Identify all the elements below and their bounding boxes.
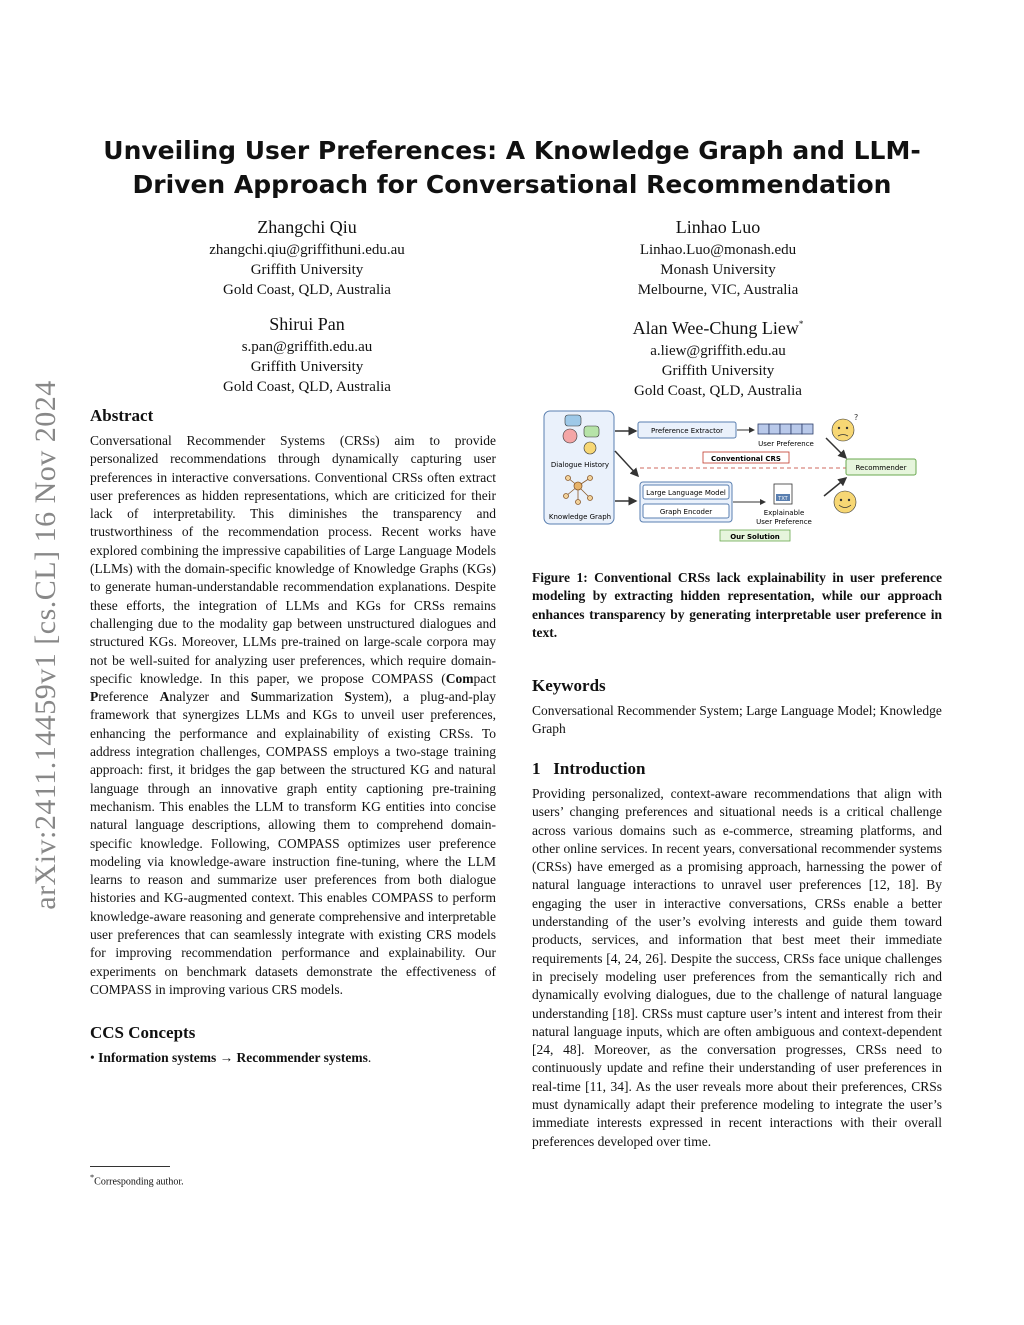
explainable-label: Explainable <box>763 509 805 517</box>
graph-encoder-label: Graph Encoder <box>659 508 713 516</box>
author-block-1 <box>147 214 467 300</box>
recommender-label: Recommender <box>855 464 907 472</box>
keywords-text: Conversational Recommender System; Large Language Model; Knowledge Graph <box>532 703 942 737</box>
corresponding-mark: * <box>798 319 804 329</box>
happy-face-icon <box>834 491 856 513</box>
author-block-4 <box>558 311 878 401</box>
author-block-3 <box>147 311 467 397</box>
user-preference-label: User Preference <box>758 440 814 448</box>
ccs-concepts: • Information systems → Recommender systems. <box>90 1050 372 1066</box>
llm-label: Large Language Model <box>646 489 726 497</box>
author-block-2 <box>558 214 878 300</box>
author-location: Gold Coast, QLD, Australia <box>223 379 391 395</box>
keywords-section <box>532 676 942 739</box>
figure-1-diagram <box>540 406 930 546</box>
author-email: zhangchi.qiu@griffithuni.edu.au <box>209 242 405 258</box>
introduction-text: Providing personalized, context-aware recommendations that align with users’ changing preferences and situational needs is a critical challenge across various domains such as e-commerce, streaming platforms, and other online services. In recent years, conversational recommender systems (CRSs) have emerged as a promising approach, harnessing the power of natural language interactions to unravel user preferences [12, 18]. By engaging the user in interactive conversations, CRSs enable a better understanding of the user’s evolving interests and guide them toward products, services, and information that best meet their immediate requirements [4, 24, 26]. Despite the success, CRSs face unique challenges in precisely modeling user preferences from the semantically rich and dynamically evolving dialogues, due to the challenge of natural language understanding [18]. CRSs must capture user’s intent and interest from their natural language inputs, which are often ambiguous and context-dependent [24, 48]. Moreover, as the conversation progresses, CRSs need to continuously update and refine their understanding of user preferences in real-time [11, 34]. As the user reveals more about their preferences, CRSs must dynamically adapt their preference modeling to integrate the user’s immediate interests expressed in recent interactions with their overall preferences developed over time. <box>532 786 942 1149</box>
paper-title: Unveiling User Preferences: A Knowledge Graph and LLM-Driven Approach for Conversational Recommendation <box>103 136 921 199</box>
preference-extractor-label: Preference Extractor <box>651 427 723 435</box>
author-affiliation: Griffith University <box>250 359 364 375</box>
svg-text:?: ? <box>854 413 859 422</box>
author-name: Zhangchi Qiu <box>257 217 357 237</box>
author-email: s.pan@griffith.edu.au <box>241 339 373 355</box>
confused-face-icon <box>832 413 858 441</box>
author-affiliation: Griffith University <box>661 363 775 379</box>
arxiv-sidebar <box>28 350 64 940</box>
our-solution-label: Our Solution <box>730 533 780 541</box>
knowledge-graph-label: Knowledge Graph <box>548 513 612 521</box>
text-document-icon <box>774 484 792 504</box>
footnote-rule <box>90 1166 170 1167</box>
keywords-heading: Keywords <box>532 676 606 695</box>
author-location: Gold Coast, QLD, Australia <box>223 282 391 298</box>
author-location: Melbourne, VIC, Australia <box>637 282 799 298</box>
abstract-text: Conversational Recommender Systems (CRSs) aim to provide personalized recommendations through dynamically capturing user preferences in interactive conversations. Conventional CRSs often extract user preferences as hidden representations, which are criticized for their lack of interpretability. This diminishes the transparency and trustworthiness of the recommendation process. Recent works have explored combining the impressive capabilities of Large Language Models (LLMs) with the domain-specific knowledge of Knowledge Graphs (KGs) to generate human-understandable recommendation explanations. Despite these efforts, the integration of LLMs and KGs for CRSs remains challenging due to the modality gap between unstructured dialogues and structured KGs. Moreover, LLMs pre-trained on large-scale corpora may not be well-suited for analyzing user preferences, which require domain-specific knowledge. In this paper, we propose COMPASS (Compact Preference Analyzer and Summarization System), a plug-and-play framework that synergizes LLMs and KGs to unveil user preferences, enhancing the performance and explainability of existing CRSs. To address integration challenges, COMPASS employs a two-stage training approach: first, it bridges the gap between the structured KG and natural language through an innovative graph entity captioning pre-training mechanism. This enables the LLM to transform KG entities into concise natural language descriptions, allowing them to comprehend domain-specific knowledge. Following, COMPASS optimizes user preference modeling via knowledge-aware instruction fine-tuning, where the LLM learns to reason and summarize user preferences from both dialogue histories and KG-augmented context. This enables COMPASS to perform knowledge-aware reasoning and generate comprehensive and interpretable user preferences that can seamlessly integrate with existing CRS models for improving recommendation performance and explainability. Our experiments on benchmark datasets demonstrate the effectiveness of COMPASS in improving various CRS models. <box>90 433 497 997</box>
ccs-heading: CCS Concepts <box>90 1023 196 1043</box>
footnote: *Corresponding author. <box>90 1173 184 1188</box>
author-email: a.liew@griffith.edu.au <box>650 343 786 359</box>
conventional-crs-label: Conventional CRS <box>711 455 781 463</box>
explainable-user-preference-label: User Preference <box>756 518 812 526</box>
introduction-heading: 1 Introduction <box>532 759 646 778</box>
author-name-line <box>558 311 878 341</box>
abstract-heading: Abstract <box>90 406 154 425</box>
left-column <box>90 406 496 1067</box>
author-name: Shirui Pan <box>269 314 345 334</box>
hidden-vector <box>758 424 813 434</box>
author-name: Alan Wee-Chung Liew <box>632 318 799 338</box>
author-name: Linhao Luo <box>675 217 761 237</box>
svg-text:TXT: TXT <box>778 496 788 502</box>
introduction-section <box>532 759 942 1151</box>
author-location: Gold Coast, QLD, Australia <box>634 383 802 399</box>
figure-caption: Figure 1: Conventional CRSs lack explainability in user preference modeling by extracting hidden representation, while our approach enhances transparency by generating interpretable user preference in text. <box>532 570 942 640</box>
arxiv-id: arXiv:2411.14459v1 [cs.CL] 16 Nov 2024 <box>29 380 62 910</box>
author-email: Linhao.Luo@monash.edu <box>639 242 797 258</box>
author-affiliation: Monash University <box>660 262 776 278</box>
author-affiliation: Griffith University <box>250 262 364 278</box>
dialogue-history-label: Dialogue History <box>550 461 610 469</box>
